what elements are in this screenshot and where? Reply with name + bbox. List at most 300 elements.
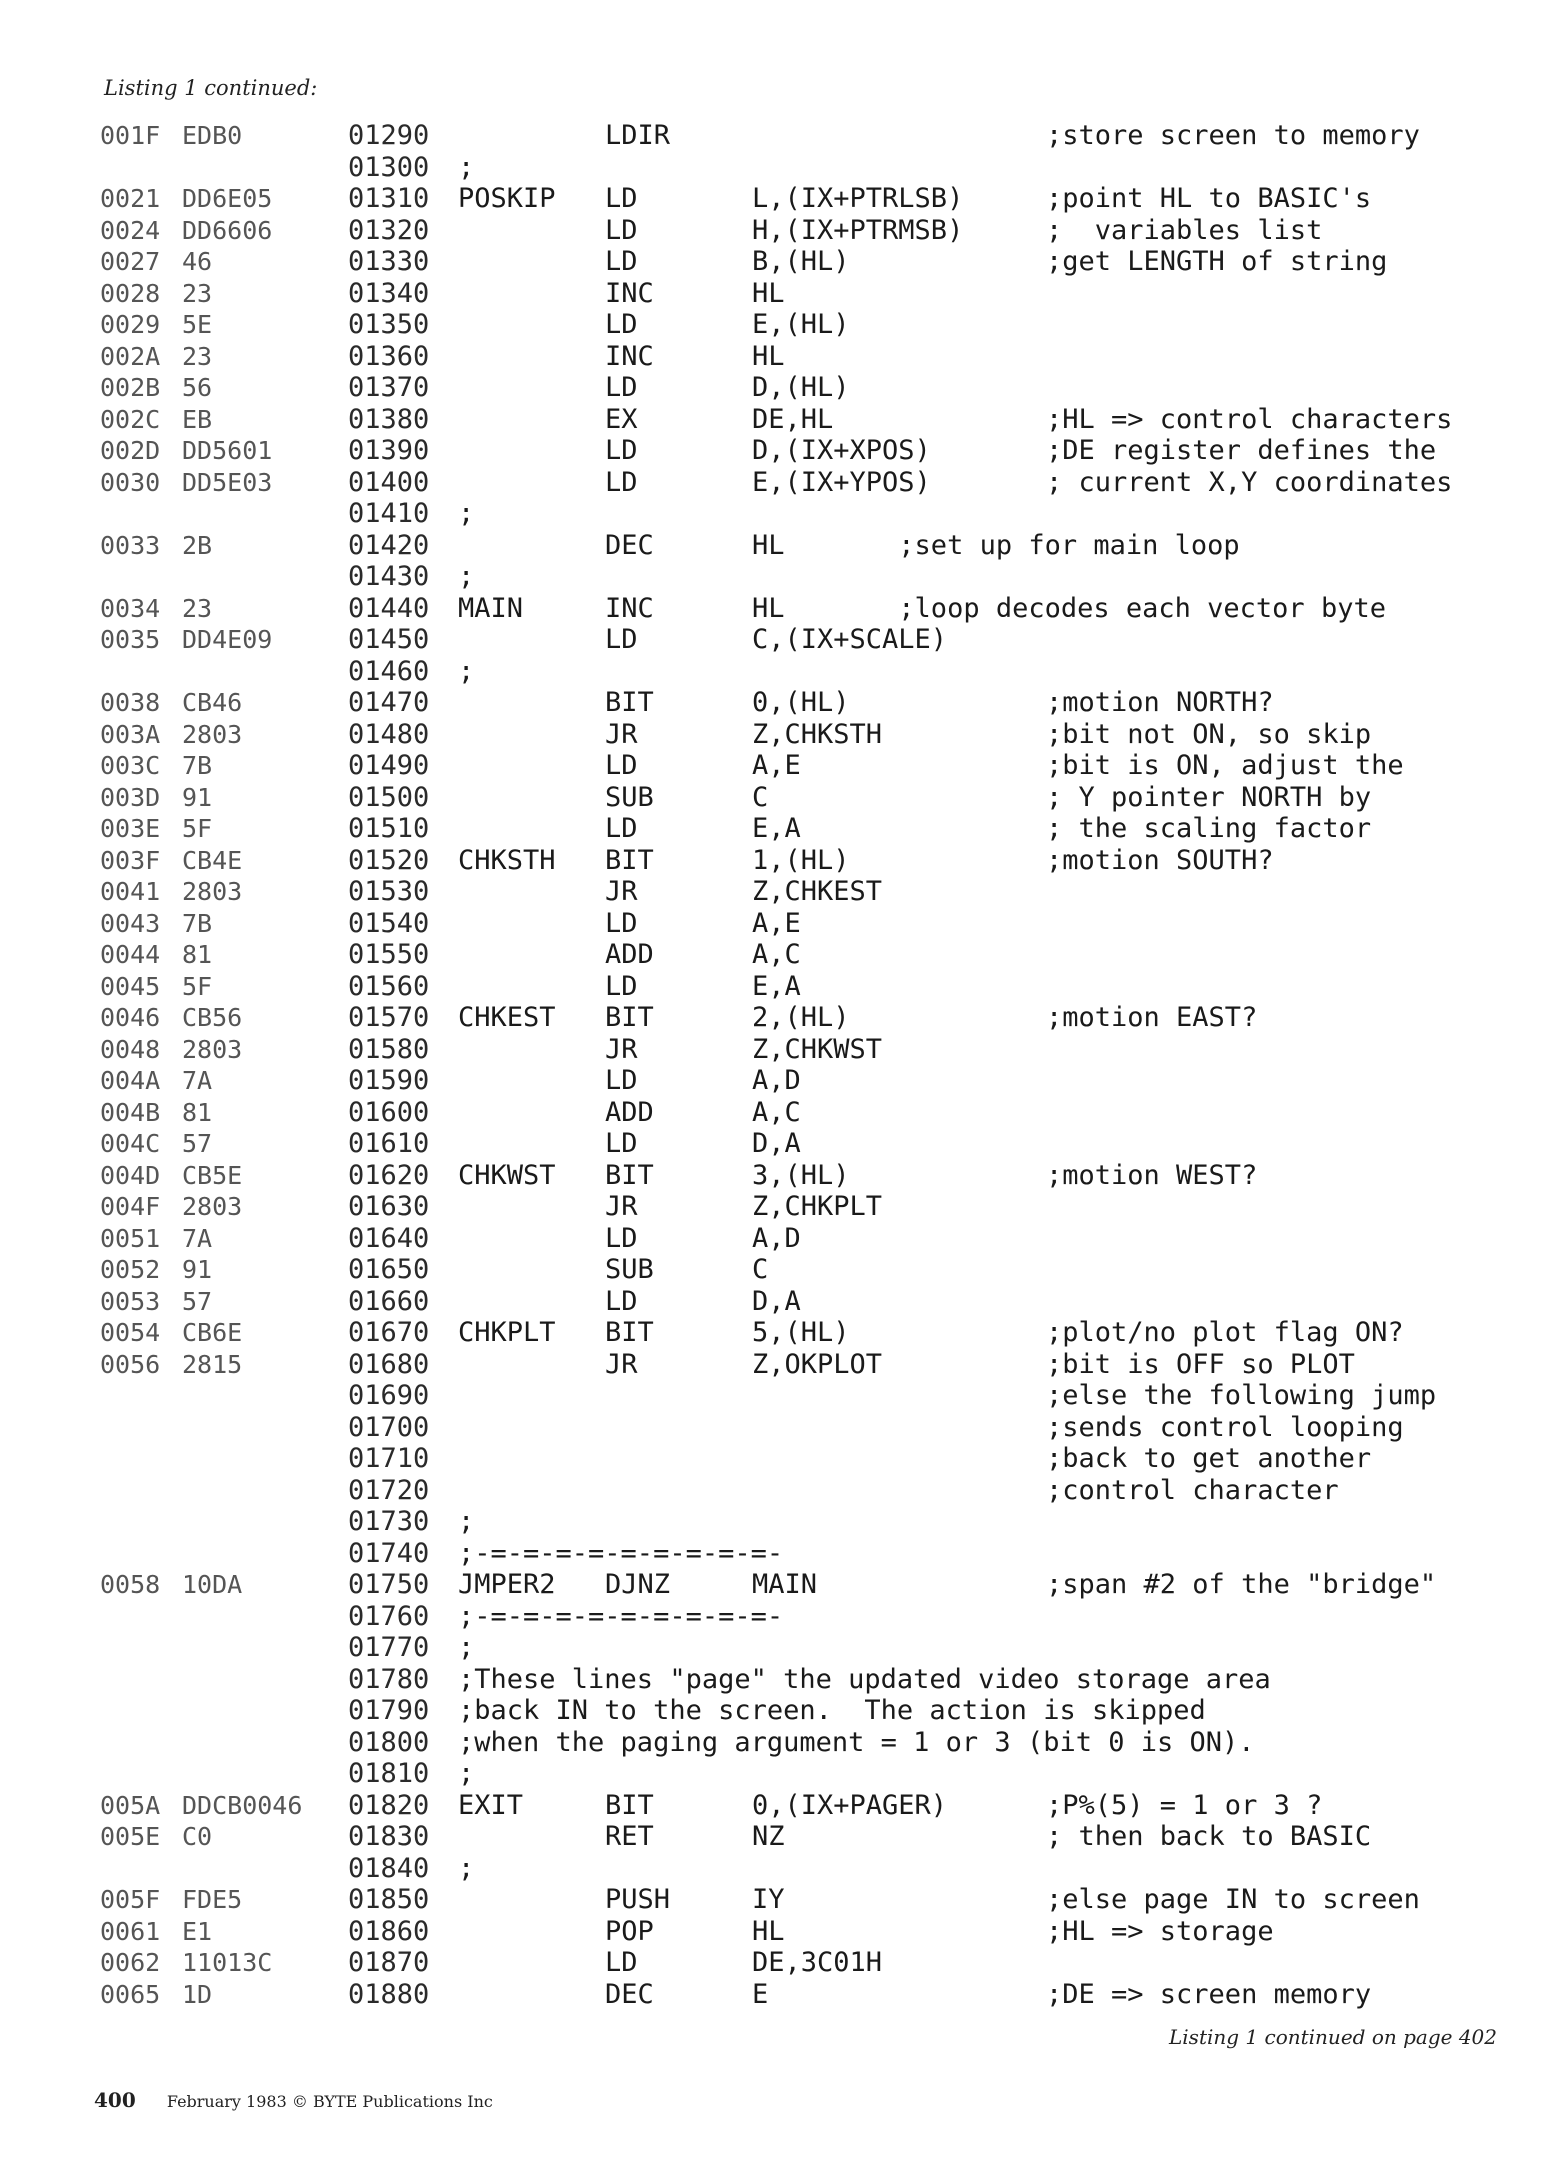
opcode: LD [605,372,638,403]
hex-address: 0054 [100,1318,161,1347]
opcode: LD [605,1128,638,1159]
hex-address: 005A [100,1790,161,1820]
operand: D,A [752,1128,801,1159]
operand: D,(IX+XPOS) [752,435,931,466]
comment: ;else page IN to screen [1046,1884,1420,1915]
operand: 0,(IX+PAGER) [752,1789,948,1821]
line-number: 01400 [348,466,430,498]
hex-address: 0038 [100,688,161,717]
object-code: 81 [182,940,213,969]
hex-address: 0061 [100,1916,161,1946]
object-code: 11013C [182,1948,273,1977]
hex-address: 0041 [100,877,161,906]
listing-heading: Listing 1 continued: [104,76,318,100]
comment: ;control character [1046,1474,1339,1506]
opcode: INC [605,277,654,309]
line-number: 01840 [348,1852,430,1884]
object-code: 7A [182,1066,213,1095]
opcode: EX [605,403,638,435]
label-field: ;These lines "page" the updated video storage area [458,1663,1271,1695]
line-number: 01560 [348,970,430,1002]
comment: ;HL => control characters [1046,403,1453,435]
operand: A,C [752,939,801,970]
hex-address: 0035 [100,625,161,654]
listing-line [0,687,1547,719]
page-footer [94,2088,493,2112]
listing-line [0,1160,1547,1192]
hex-address: 001F [100,121,161,150]
comment: ;bit is ON, adjust the [1046,750,1404,781]
operand: Z,CHKPLT [752,1191,883,1222]
object-code: DD4E09 [182,625,273,654]
line-number: 01870 [348,1947,430,1978]
opcode: DEC [605,529,654,561]
hex-address: 0045 [100,971,161,1001]
line-number: 01520 [348,844,430,876]
hex-address: 0062 [100,1948,161,1977]
line-number: 01640 [348,1222,430,1254]
operand: D,A [752,1285,801,1317]
operand: IY [752,1884,785,1915]
comment: ;point HL to BASIC's [1046,183,1372,214]
listing-line [0,1475,1547,1507]
opcode: DEC [605,1978,654,2010]
opcode: DJNZ [605,1569,671,1600]
hex-address: 003C [100,751,161,780]
object-code: 91 [182,782,213,812]
comment: ;DE register defines the [1046,435,1437,466]
object-code: 5F [182,814,213,843]
listing-line [0,1916,1547,1948]
line-number: 01440 [348,592,430,624]
listing-line [0,1065,1547,1097]
code-listing [0,120,1547,2010]
object-code: 2803 [182,1034,243,1064]
operand: A,D [752,1222,801,1254]
listing-line [0,1979,1547,2011]
opcode: POP [605,1915,654,1947]
line-number: 01530 [348,876,430,907]
operand: E,A [752,813,801,844]
line-number: 01420 [348,529,430,561]
operand: HL ;loop decodes each vector byte [752,592,1386,624]
listing-line [0,1034,1547,1066]
listing-line [0,246,1547,278]
hex-address: 003F [100,845,161,875]
listing-line [0,719,1547,751]
listing-line [0,467,1547,499]
object-code: CB56 [182,1003,243,1032]
object-code: CB5E [182,1160,243,1190]
listing-line [0,1349,1547,1381]
hex-address: 002C [100,404,161,434]
listing-line [0,1223,1547,1255]
listing-line [0,1790,1547,1822]
object-code: 5E [182,310,213,339]
line-number: 01760 [348,1600,430,1632]
hex-address: 0029 [100,310,161,339]
operand: HL [752,340,785,372]
listing-line [0,372,1547,404]
line-number: 01510 [348,813,430,844]
label-field: CHKSTH [458,844,556,876]
operand: E [752,1978,769,2010]
listing-line [0,1254,1547,1286]
listing-line [0,1412,1547,1444]
line-number: 01370 [348,372,430,403]
comment: ;DE => screen memory [1046,1978,1372,2010]
opcode: LD [605,750,638,781]
label-field: EXIT [458,1789,524,1821]
line-number: 01780 [348,1663,430,1695]
operand: A,C [752,1096,801,1128]
listing-line [0,876,1547,908]
listing-line [0,1727,1547,1759]
object-code: 7B [182,751,213,780]
line-number: 01850 [348,1884,430,1915]
opcode: RET [605,1821,654,1852]
opcode: BIT [605,1159,654,1191]
operand: 1,(HL) [752,844,850,876]
object-code: 2803 [182,877,243,906]
comment: ;HL => storage [1046,1915,1274,1947]
opcode: JR [605,1191,638,1222]
operand: HL ;set up for main loop [752,529,1240,561]
hex-address: 004F [100,1192,161,1221]
label-field: ;back IN to the screen. The action is skipped [458,1695,1206,1726]
operand: C [752,781,769,813]
opcode: LD [605,466,638,498]
hex-address: 0044 [100,940,161,969]
hex-address: 0034 [100,593,161,623]
listing-line [0,813,1547,845]
comment: ; Y pointer NORTH by [1046,781,1372,813]
listing-line [0,1821,1547,1853]
line-number: 01600 [348,1096,430,1128]
hex-address: 0065 [100,1979,161,2009]
listing-line [0,1191,1547,1223]
label-field: ; [458,1506,475,1537]
object-code: CB4E [182,845,243,875]
opcode: BIT [605,1002,654,1033]
listing-line [0,341,1547,373]
listing-line [0,1380,1547,1412]
listing-line [0,1758,1547,1790]
opcode: LD [605,309,638,340]
hex-address: 0046 [100,1003,161,1032]
comment: ;motion SOUTH? [1046,844,1274,876]
listing-line [0,1506,1547,1538]
operand: E,(IX+YPOS) [752,466,931,498]
object-code: DD6606 [182,215,273,245]
hex-address: 004C [100,1129,161,1158]
listing-line [0,1002,1547,1034]
operand: DE,3C01H [752,1947,883,1978]
object-code: 7A [182,1223,213,1253]
listing-line [0,278,1547,310]
opcode: LD [605,1947,638,1978]
operand: A,D [752,1065,801,1096]
opcode: LD [605,1285,638,1317]
opcode: LD [605,1222,638,1254]
label-field: ;-=-=-=-=-=-=-=-=-=- [458,1600,784,1632]
object-code: 23 [182,341,213,371]
operand: H,(IX+PTRMSB) [752,214,964,246]
operand: Z,CHKEST [752,876,883,907]
line-number: 01310 [348,183,430,214]
listing-line [0,656,1547,688]
listing-line [0,152,1547,184]
hex-address: 0053 [100,1286,161,1316]
hex-address: 0051 [100,1223,161,1253]
comment: ;back to get another [1046,1443,1372,1474]
line-number: 01350 [348,309,430,340]
label-field: ; [458,1852,475,1884]
hex-address: 002A [100,341,161,371]
line-number: 01730 [348,1506,430,1537]
comment: ;bit is OFF so PLOT [1046,1348,1355,1380]
opcode: INC [605,340,654,372]
object-code: EB [182,404,213,434]
comment: ; then back to BASIC [1046,1821,1372,1852]
listing-line [0,215,1547,247]
listing-line [0,971,1547,1003]
listing-line [0,1601,1547,1633]
line-number: 01490 [348,750,430,781]
listing-line [0,782,1547,814]
line-number: 01340 [348,277,430,309]
operand: E,(HL) [752,309,850,340]
object-code: 5F [182,971,213,1001]
object-code: 1D [182,1979,213,2009]
line-number: 01540 [348,907,430,939]
listing-line [0,939,1547,971]
line-number: 01410 [348,498,430,529]
comment: ;bit not ON, so skip [1046,718,1372,750]
publication-line: February 1983 © BYTE Publications Inc [166,2092,493,2111]
listing-line [0,530,1547,562]
listing-line [0,1695,1547,1727]
line-number: 01830 [348,1821,430,1852]
hex-address: 002D [100,436,161,465]
operand: 5,(HL) [752,1317,850,1348]
operand: MAIN [752,1569,818,1600]
listing-line [0,120,1547,152]
object-code: 2B [182,530,213,560]
object-code: CB6E [182,1318,243,1347]
line-number: 01660 [348,1285,430,1317]
listing-line [0,561,1547,593]
line-number: 01610 [348,1128,430,1159]
object-code: 56 [182,373,213,402]
opcode: BIT [605,1317,654,1348]
object-code: 91 [182,1255,213,1284]
operand: E,A [752,970,801,1002]
operand: Z,OKPLOT [752,1348,883,1380]
hex-address: 0033 [100,530,161,560]
hex-address: 0028 [100,278,161,308]
opcode: LD [605,1065,638,1096]
line-number: 01710 [348,1443,430,1474]
label-field: JMPER2 [458,1569,556,1600]
hex-address: 004B [100,1097,161,1127]
hex-address: 004A [100,1066,161,1095]
line-number: 01360 [348,340,430,372]
listing-line [0,1097,1547,1129]
label-field: ; [458,151,475,183]
operand: A,E [752,750,801,781]
line-number: 01620 [348,1159,430,1191]
listing-line [0,593,1547,625]
line-number: 01300 [348,151,430,183]
operand: 3,(HL) [752,1159,850,1191]
listing-line [0,1569,1547,1601]
line-number: 01450 [348,624,430,655]
opcode: ADD [605,1096,654,1128]
line-number: 01740 [348,1537,430,1569]
object-code: C0 [182,1822,213,1851]
line-number: 01380 [348,403,430,435]
object-code: 81 [182,1097,213,1127]
opcode: LD [605,813,638,844]
hex-address: 0058 [100,1570,161,1599]
label-field: CHKEST [458,1002,556,1033]
object-code: 7B [182,908,213,938]
listing-line [0,1853,1547,1885]
hex-address: 002B [100,373,161,402]
opcode: LD [605,970,638,1002]
operand: C [752,1254,769,1285]
object-code: 2815 [182,1349,243,1379]
line-number: 01670 [348,1317,430,1348]
listing-line [0,183,1547,215]
line-number: 01320 [348,214,430,246]
listing-line [0,1947,1547,1979]
operand: A,E [752,907,801,939]
object-code: 46 [182,247,213,276]
label-field: ;-=-=-=-=-=-=-=-=-=- [458,1537,784,1569]
object-code: 23 [182,278,213,308]
hex-address: 005F [100,1885,161,1914]
hex-address: 0021 [100,184,161,213]
hex-address: 0030 [100,467,161,497]
line-number: 01500 [348,781,430,813]
hex-address: 003D [100,782,161,812]
line-number: 01690 [348,1380,430,1411]
line-number: 01880 [348,1978,430,2010]
comment: ;motion NORTH? [1046,687,1274,718]
comment: ;P%(5) = 1 or 3 ? [1046,1789,1323,1821]
comment: ; current X,Y coordinates [1046,466,1453,498]
object-code: DDCB0046 [182,1790,303,1820]
label-field: ; [458,1758,475,1789]
label-field: ; [458,1632,475,1663]
object-code: DD5601 [182,436,273,465]
line-number: 01800 [348,1726,430,1758]
operand: Z,CHKSTH [752,718,883,750]
line-number: 01430 [348,561,430,592]
opcode: SUB [605,781,654,813]
listing-line [0,624,1547,656]
object-code: 2803 [182,1192,243,1221]
line-number: 01720 [348,1474,430,1506]
opcode: PUSH [605,1884,671,1915]
line-number: 01650 [348,1254,430,1285]
listing-line [0,1538,1547,1570]
listing-line [0,1664,1547,1696]
comment: ;plot/no plot flag ON? [1046,1317,1404,1348]
operand: HL [752,277,785,309]
opcode: JR [605,876,638,907]
hex-address: 0043 [100,908,161,938]
comment: ;else the following jump [1046,1380,1437,1411]
line-number: 01470 [348,687,430,718]
listing-line [0,309,1547,341]
object-code: EDB0 [182,121,243,150]
listing-line [0,1884,1547,1916]
listing-line [0,845,1547,877]
comment: ;motion EAST? [1046,1002,1258,1033]
comment: ;span #2 of the "bridge" [1046,1569,1437,1600]
hex-address: 0056 [100,1349,161,1379]
object-code: 57 [182,1129,213,1158]
listing-line [0,750,1547,782]
listing-line [0,1632,1547,1664]
hex-address: 0052 [100,1255,161,1284]
listing-line [0,1317,1547,1349]
comment: ; the scaling factor [1046,813,1372,844]
line-number: 01590 [348,1065,430,1096]
object-code: DD5E03 [182,467,273,497]
listing-line [0,1128,1547,1160]
comment: ;motion WEST? [1046,1159,1258,1191]
label-field: ; [458,655,475,687]
label-field: ; [458,561,475,592]
hex-address: 0027 [100,247,161,276]
object-code: 57 [182,1286,213,1316]
line-number: 01860 [348,1915,430,1947]
label-field: ; [458,498,475,529]
opcode: LD [605,214,638,246]
listing-line [0,498,1547,530]
opcode: ADD [605,939,654,970]
listing-line [0,1443,1547,1475]
label-field: ;when the paging argument = 1 or 3 (bit 0 is ON). [458,1726,1255,1758]
operand: DE,HL [752,403,834,435]
hex-address: 004D [100,1160,161,1190]
opcode: BIT [605,1789,654,1821]
object-code: 2803 [182,719,243,749]
line-number: 01390 [348,435,430,466]
line-number: 01680 [348,1348,430,1380]
comment: ;get LENGTH of string [1046,246,1388,277]
listing-line [0,1286,1547,1318]
object-code: 10DA [182,1570,243,1599]
hex-address: 003A [100,719,161,749]
opcode: SUB [605,1254,654,1285]
opcode: LD [605,907,638,939]
line-number: 01570 [348,1002,430,1033]
line-number: 01290 [348,120,430,151]
opcode: BIT [605,844,654,876]
comment: ; variables list [1046,214,1323,246]
line-number: 01480 [348,718,430,750]
operand: D,(HL) [752,372,850,403]
line-number: 01460 [348,655,430,687]
opcode: JR [605,1033,638,1065]
continued-note: Listing 1 continued on page 402 [1169,2025,1497,2049]
opcode: LD [605,183,638,214]
